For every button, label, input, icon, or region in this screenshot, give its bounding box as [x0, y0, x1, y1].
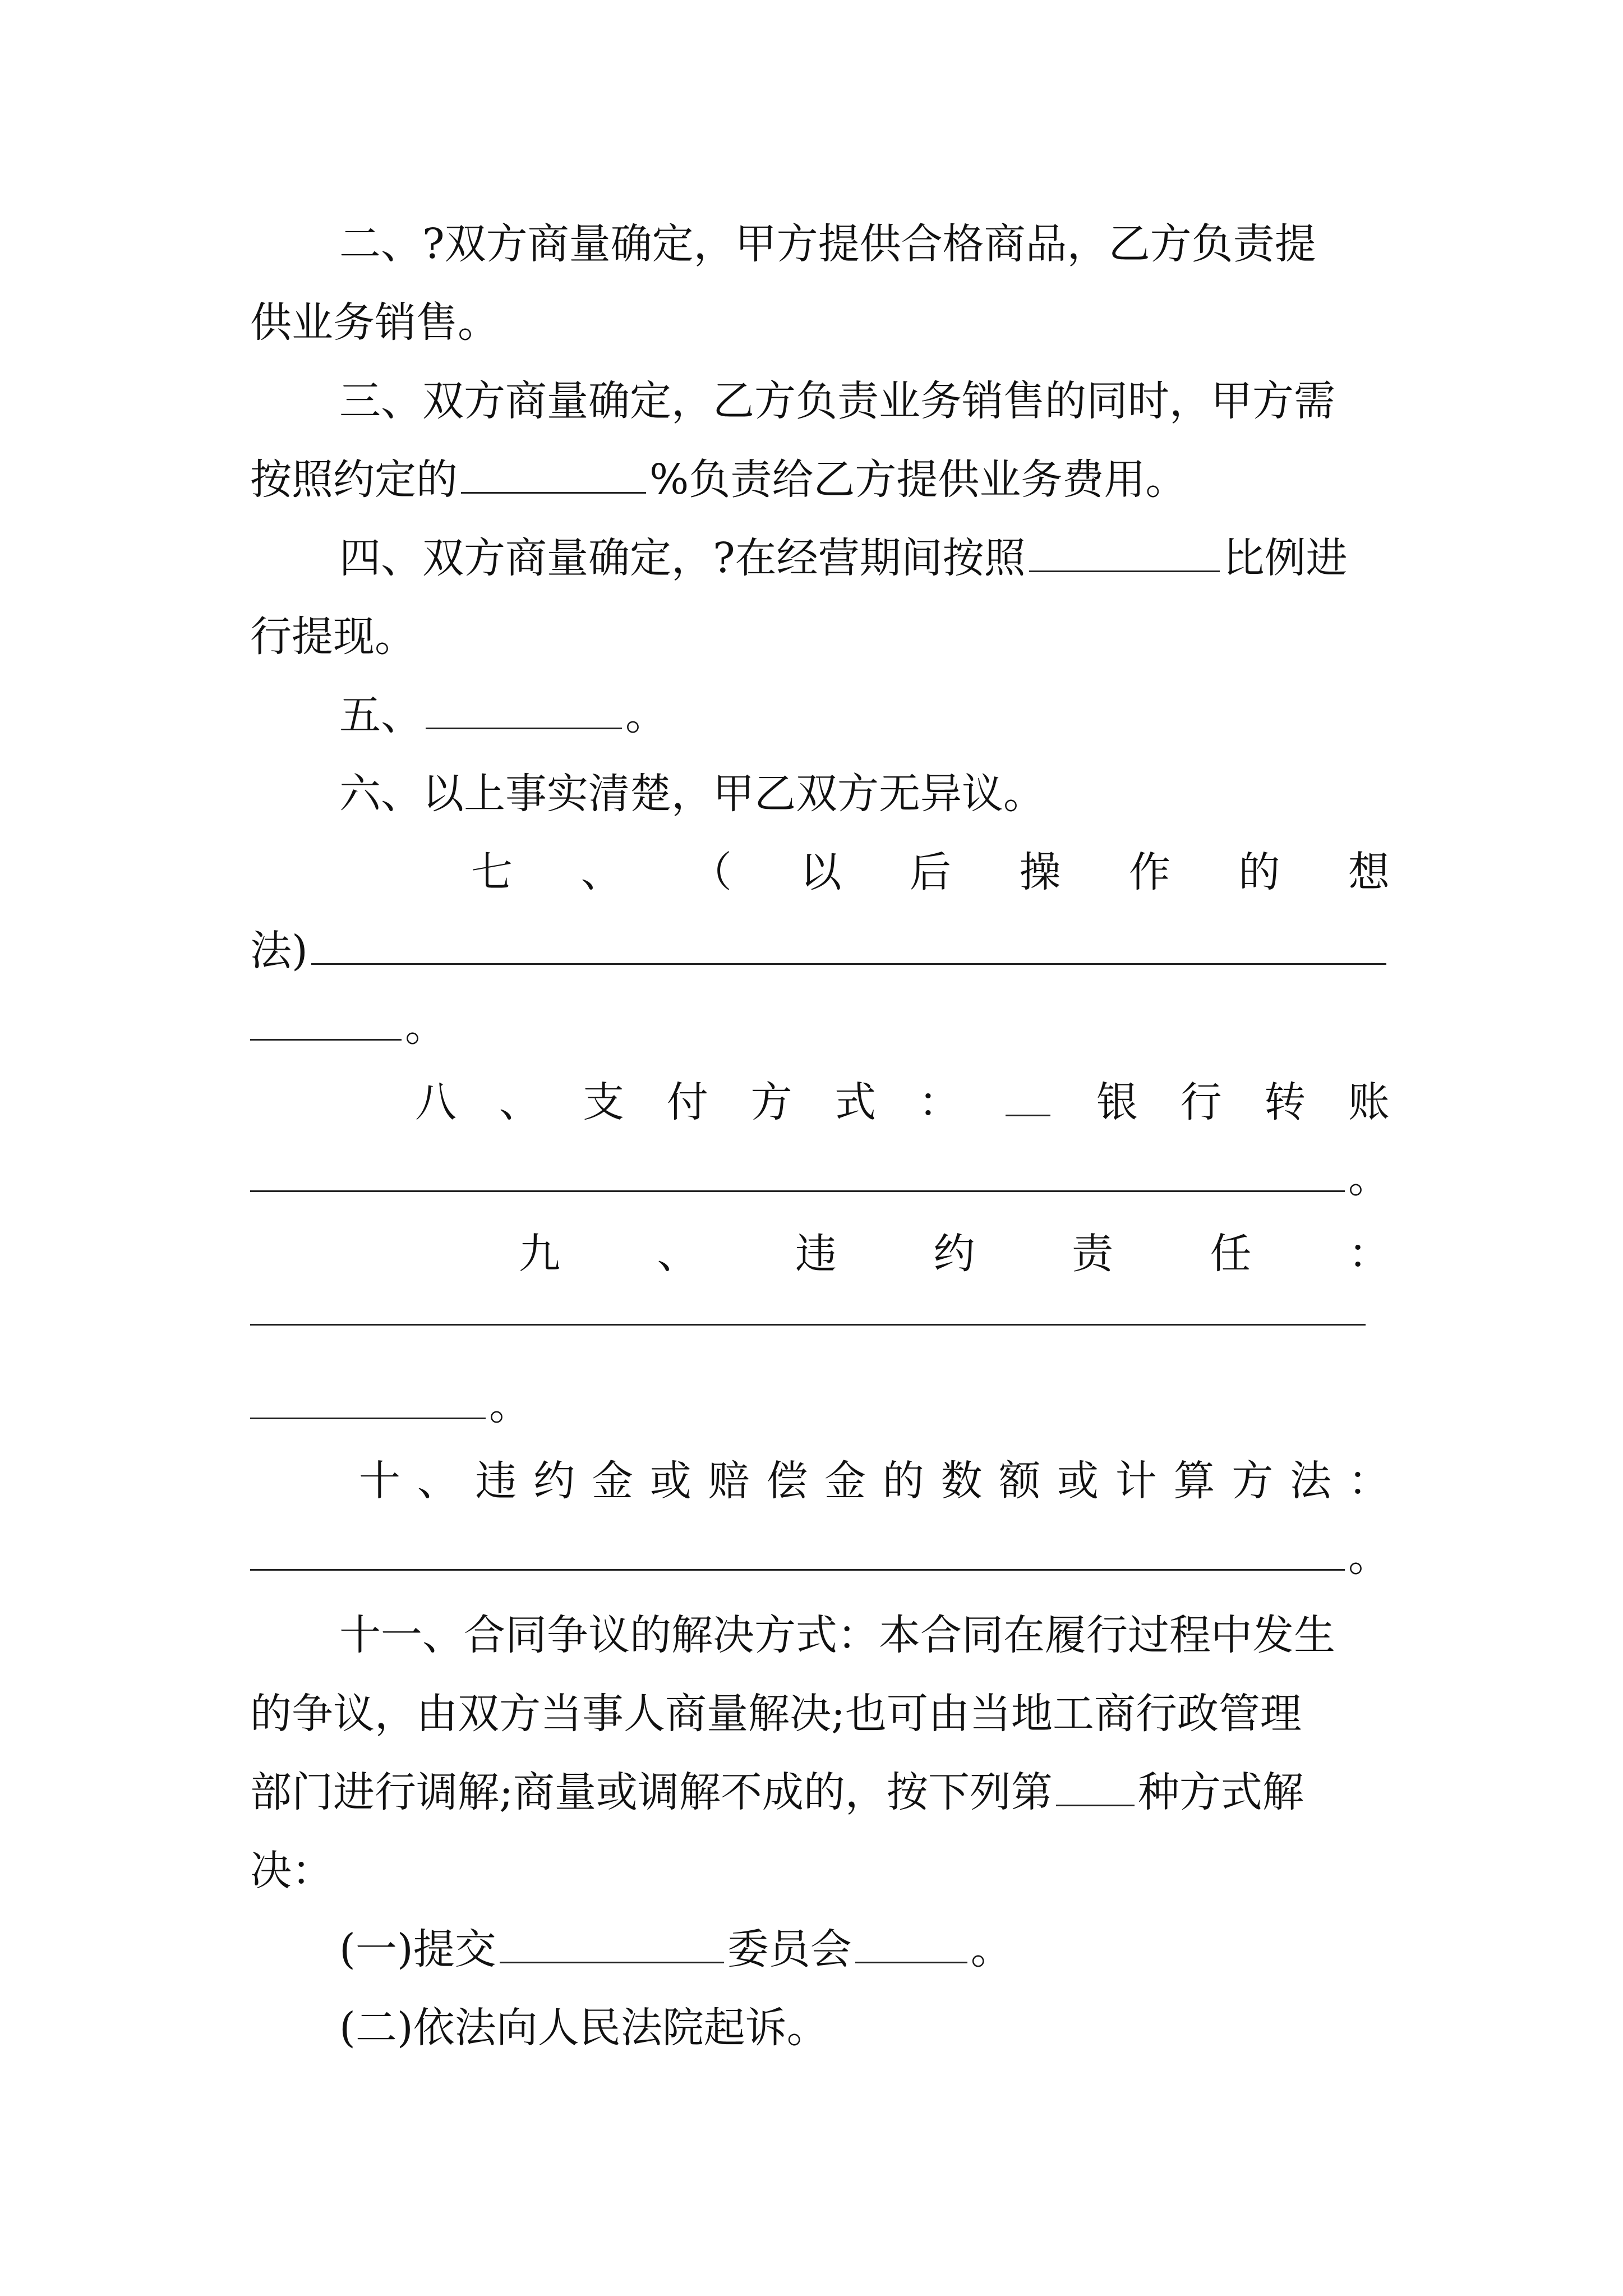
clause-7-char: 作 — [1129, 848, 1170, 896]
clause-9-char: 九 — [519, 1230, 560, 1278]
clause-11-text-3a: 部门进行调解;商量或调解不成的，按下列第 — [250, 1768, 1053, 1816]
clause-3-text-a: 按照约定的 — [250, 455, 458, 504]
clause-10-line-2 — [250, 1517, 1390, 1596]
clause-8-line-2 — [250, 1139, 1390, 1217]
clause-3-text-b: %负责给乙方提供业务费用。 — [649, 455, 1187, 504]
clause-11-text-3b: 种方式解 — [1137, 1768, 1304, 1816]
clause-3-text: 三、双方商量确定，乙方负责业务销售的同时，甲方需 — [339, 377, 1335, 425]
clause-5-text-a: 五、 — [339, 691, 422, 739]
clause-10-char: 约 — [533, 1457, 575, 1505]
method-number-blank[interactable] — [1056, 1771, 1135, 1806]
clause-8-char: 方 — [750, 1078, 792, 1126]
clause-10-char: 法 — [1290, 1457, 1331, 1505]
clause-8-char: 银 — [1096, 1078, 1138, 1126]
clause-9-char: 违 — [795, 1230, 837, 1278]
option-2-text: (二)依法向人民法院起诉。 — [339, 2004, 828, 2052]
clause-10-char: 算 — [1173, 1457, 1215, 1505]
clause-7-blank[interactable] — [311, 930, 1386, 965]
clause-9-line-2 — [250, 1290, 1369, 1369]
clause-6 — [339, 754, 1390, 833]
clause-8-char: 、 — [499, 1078, 541, 1126]
clause-8-char: 账 — [1348, 1078, 1390, 1126]
clause-10-char: 方 — [1232, 1457, 1274, 1505]
clause-7-char: 以 — [800, 848, 842, 896]
clause-10-char: 计 — [1115, 1457, 1157, 1505]
ratio-blank[interactable] — [1029, 537, 1220, 572]
bank-transfer-blank[interactable] — [250, 1157, 1345, 1192]
clause-8-char: 八 — [415, 1078, 457, 1126]
clause-4-line-2 — [250, 597, 1390, 676]
clause-7-char: 操 — [1019, 848, 1061, 896]
clause-11-line-4 — [250, 1832, 1390, 1910]
clause-6-text: 六、以上事实清楚，甲乙双方无异议。 — [339, 770, 1045, 818]
clause-10-char: 数 — [940, 1457, 983, 1505]
clause-2-text: 二、?双方商量确定，甲方提供合格商品，乙方负责提 — [339, 220, 1316, 268]
clause-8-char: 转 — [1264, 1078, 1306, 1126]
arbitration-blank[interactable] — [855, 1928, 967, 1963]
clause-4-text-b: 比例进 — [1223, 534, 1348, 582]
clause-2-line-1 — [339, 205, 1390, 283]
clause-10-char: 十 — [359, 1457, 400, 1505]
clause-9-char: 责 — [1072, 1230, 1113, 1278]
clause-11-line-2 — [250, 1674, 1390, 1753]
clause-9-end: 。 — [489, 1381, 531, 1429]
clause-5-text-b: 。 — [625, 691, 667, 739]
clause-7-line-2 — [250, 912, 1390, 990]
clause-11-option-1 — [339, 1910, 1390, 1989]
option-1-text-b: 委员会 — [727, 1925, 852, 1973]
clause-8-char: 支 — [583, 1078, 625, 1126]
clause-10-line-1 — [359, 1442, 1390, 1520]
clause-7-end: 。 — [405, 1002, 446, 1051]
clause-5-blank[interactable] — [426, 694, 622, 729]
committee-name-blank[interactable] — [500, 1928, 724, 1963]
clause-11-text-2: 的争议，由双方当事人商量解决;也可由当地工商行政管理 — [250, 1690, 1302, 1738]
clause-10-char: 额 — [999, 1457, 1041, 1505]
breach-liability-blank[interactable] — [250, 1290, 1366, 1326]
clause-2-text-cont: 供业务销售。 — [250, 298, 499, 347]
clause-7-char: 七 — [471, 848, 513, 896]
breach-liability-blank-cont[interactable] — [250, 1384, 486, 1419]
option-1-text-c: 。 — [970, 1925, 1012, 1973]
clause-11-option-2 — [339, 1989, 1390, 2067]
clause-10-char: 或 — [1057, 1457, 1099, 1505]
payment-blank[interactable] — [1006, 1081, 1050, 1116]
clause-3-line-1 — [339, 362, 1390, 440]
clause-9-line-3 — [250, 1366, 1390, 1444]
clause-4-text-cont: 行提现。 — [250, 613, 416, 661]
clause-10-char: 或 — [649, 1457, 691, 1505]
clause-7-char: （ — [690, 848, 732, 896]
clause-7-char: 后 — [910, 848, 951, 896]
clause-7-char: 、 — [580, 848, 623, 896]
clause-11-line-1 — [339, 1596, 1390, 1674]
clause-10-char: 金 — [592, 1457, 633, 1505]
clause-7-line-3 — [250, 987, 1390, 1066]
clause-10-char: 违 — [475, 1457, 517, 1505]
clause-8-char: 付 — [666, 1078, 708, 1126]
clause-11-text-4: 决： — [250, 1847, 333, 1895]
percent-blank[interactable] — [461, 458, 646, 494]
clause-8-end: 。 — [1348, 1154, 1390, 1202]
clause-3-line-2 — [250, 440, 1390, 519]
clause-8-char: 行 — [1180, 1078, 1222, 1126]
clause-9-line-1 — [519, 1214, 1390, 1293]
clause-9-char: 约 — [933, 1230, 975, 1278]
option-1-text-a: (一)提交 — [339, 1925, 496, 1973]
clause-9-char: 、 — [657, 1230, 699, 1278]
clause-5 — [339, 676, 1390, 754]
clause-10-char: 的 — [882, 1457, 924, 1505]
clause-8-char: ： — [918, 1078, 960, 1126]
clause-11-text: 十一、合同争议的解决方式：本合同在履行过程中发生 — [339, 1611, 1335, 1659]
clause-10-end: 。 — [1348, 1533, 1390, 1581]
clause-2-line-2 — [250, 283, 1390, 362]
clause-7-blank-cont[interactable] — [250, 1005, 402, 1041]
clause-10-char: 金 — [824, 1457, 866, 1505]
clause-7-line-1 — [471, 833, 1390, 912]
clause-4-text-a: 四、双方商量确定，?在经营期间按照 — [339, 534, 1026, 582]
penalty-amount-blank[interactable] — [250, 1535, 1345, 1571]
clause-7-text: 法) — [250, 927, 308, 975]
clause-10-char: ： — [1348, 1457, 1390, 1505]
clause-11-line-3 — [250, 1753, 1390, 1832]
clause-10-char: 、 — [417, 1457, 459, 1505]
clause-4-line-1 — [339, 519, 1390, 597]
clause-10-char: 赔 — [708, 1457, 750, 1505]
clause-7-char: 想 — [1348, 848, 1390, 896]
clause-8-line-1 — [415, 1063, 1390, 1142]
clause-9-char: ： — [1348, 1230, 1390, 1278]
clause-9-char: 任 — [1210, 1230, 1252, 1278]
clause-7-char: 的 — [1238, 848, 1280, 896]
clause-8-char: 式 — [834, 1078, 877, 1126]
clause-10-char: 偿 — [766, 1457, 808, 1505]
